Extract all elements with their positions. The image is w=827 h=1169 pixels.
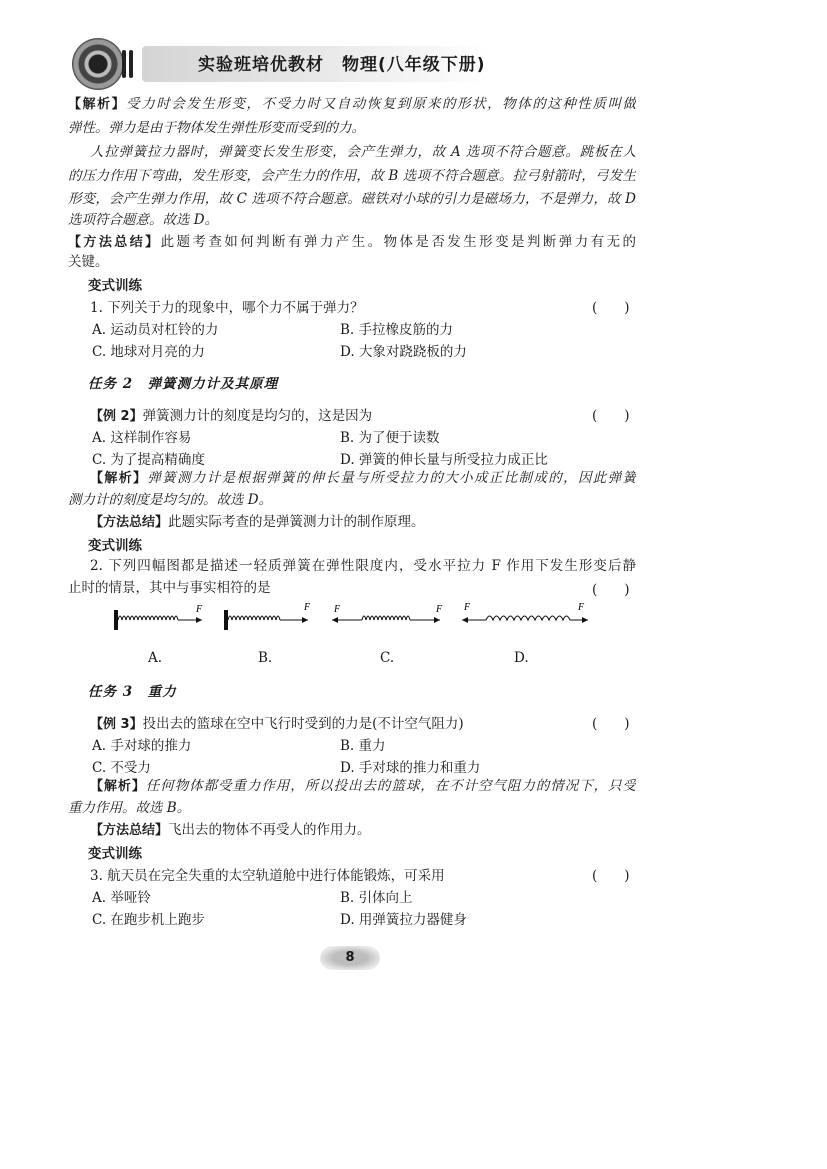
practice1-question: 1. 下列关于力的现象中，哪个力不属于弹力？ (90, 300, 364, 316)
method-tag: 【方法总结】 (90, 515, 169, 530)
option-c: C. 在跑步机上跑步 (92, 912, 205, 928)
practice2-line2: 止时的情景，其中与事实相符的是 (68, 580, 271, 596)
figure-label-a: A. (148, 650, 163, 666)
answer-blank: ( ) (592, 716, 630, 732)
practice2-heading: 变式训练 (88, 538, 142, 554)
example2-question: 【例 2】弹簧测力计的刻度是均匀的，这是因为 (90, 408, 373, 424)
analysis2-line2: 测力计的刻度是均匀的。故选 D。 (68, 492, 273, 508)
figure-label-d: D. (514, 650, 529, 666)
method-tag: 【方法总结】 (68, 235, 161, 250)
spring-figure-b (224, 602, 311, 630)
option-a: A. 手对球的推力 (92, 738, 192, 754)
force-label: F (304, 602, 311, 613)
option-d: D. 用弹簧拉力器健身 (340, 912, 467, 928)
method1-line2: 关键。 (68, 254, 109, 270)
option-c: C. 地球对月亮的力 (92, 344, 205, 360)
analysis1-line3: 人拉弹簧拉力器时，弹簧变长发生形变，会产生弹力，故 A 选项不符合题意。跳板在人 (90, 144, 636, 160)
force-label: F (334, 604, 341, 615)
example-tag: 【例 2】 (90, 409, 143, 424)
page-header (62, 28, 762, 98)
analysis3-line2: 重力作用。故选 B。 (68, 800, 191, 816)
spring-diagrams (100, 598, 600, 638)
analysis2-line1: 【解析】弹簧测力计是根据弹簧的伸长量与所受拉力的大小成正比制成的，因此弹簧 (90, 470, 636, 486)
option-d: D. 手对球的推力和重力 (340, 760, 481, 776)
spring-figure-a (114, 604, 203, 630)
spring-figure-d (462, 602, 588, 623)
option-a: A. 运动员对杠铃的力 (92, 322, 219, 338)
practice3-heading: 变式训练 (88, 846, 142, 862)
figure-label-b: B. (258, 650, 273, 666)
disc-logo-icon (72, 38, 124, 90)
option-c: C. 为了提高精确度 (92, 452, 205, 468)
analysis3-line1: 【解析】任何物体都受重力作用，所以投出去的篮球，在不计空气阻力的情况下，只受 (90, 778, 636, 794)
example3-question: 【例 3】投出去的篮球在空中飞行时受到的力是(不计空气阻力) (90, 716, 464, 732)
task2-title: 任务 2 弹簧测力计及其原理 (88, 376, 279, 392)
option-b: B. 手拉橡皮筋的力 (340, 322, 454, 338)
force-label: F (436, 604, 443, 615)
method1-line1: 【方法总结】此题考查如何判断有弹力产生。物体是否发生形变是判断弹力有无的 (68, 234, 636, 250)
answer-blank: ( ) (592, 408, 630, 424)
analysis1-line6: 选项符合题意。故选 D。 (68, 212, 219, 228)
method3-line1: 【方法总结】飞出去的物体不再受人的作用力。 (90, 822, 371, 838)
option-b: B. 重力 (340, 738, 386, 754)
book-title: 实验班培优教材 物理(八年级下册) (198, 55, 486, 75)
option-b: B. 引体向上 (340, 890, 413, 906)
analysis-tag: 【解析】 (68, 97, 127, 112)
method-tag: 【方法总结】 (90, 823, 169, 838)
answer-blank: ( ) (592, 868, 630, 884)
force-label: F (578, 602, 585, 613)
page-number: 8 (320, 946, 380, 970)
analysis-tag: 【解析】 (90, 779, 146, 794)
option-b: B. 为了便于读数 (340, 430, 440, 446)
practice3-question: 3. 航天员在完全失重的太空轨道舱中进行体能锻炼，可采用 (90, 868, 445, 884)
analysis1-line5: 形变，会产生弹力作用，故 C 选项不符合题意。磁铁对小球的引力是磁场力，不是弹力，故 D (68, 191, 636, 207)
answer-blank: ( ) (592, 582, 630, 598)
analysis1-line4: 的压力作用下弯曲，发生形变，会产生力的作用，故 B 选项不符合题意。拉弓射箭时，弓发生 (68, 168, 636, 184)
practice1-heading: 变式训练 (88, 278, 142, 294)
option-d: D. 大象对跷跷板的力 (340, 344, 467, 360)
force-label: F (196, 604, 203, 615)
option-a: A. 这样制作容易 (92, 430, 192, 446)
figure-label-c: C. (380, 650, 395, 666)
option-d: D. 弹簧的伸长量与所受拉力成正比 (340, 452, 548, 468)
analysis1-line2: 弹性。弹力是由于物体发生弹性形变而受到的力。 (68, 120, 365, 136)
logo-bars-icon (122, 50, 140, 80)
analysis1-line1: 【解析】受力时会发生形变，不受力时又自动恢复到原来的形状，物体的这种性质叫做 (68, 96, 636, 112)
method2-line1: 【方法总结】此题实际考查的是弹簧测力计的制作原理。 (90, 514, 425, 530)
example-tag: 【例 3】 (90, 717, 143, 732)
practice2-line1: 2. 下列四幅图都是描述一轻质弹簧在弹性限度内，受水平拉力 F 作用下发生形变后静 (90, 558, 636, 574)
analysis-tag: 【解析】 (90, 471, 148, 486)
force-label: F (464, 602, 471, 613)
answer-blank: ( ) (592, 300, 630, 316)
option-c: C. 不受力 (92, 760, 151, 776)
option-a: A. 举哑铃 (92, 890, 151, 906)
spring-figure-c (332, 604, 443, 623)
task3-title: 任务 3 重力 (88, 684, 177, 700)
